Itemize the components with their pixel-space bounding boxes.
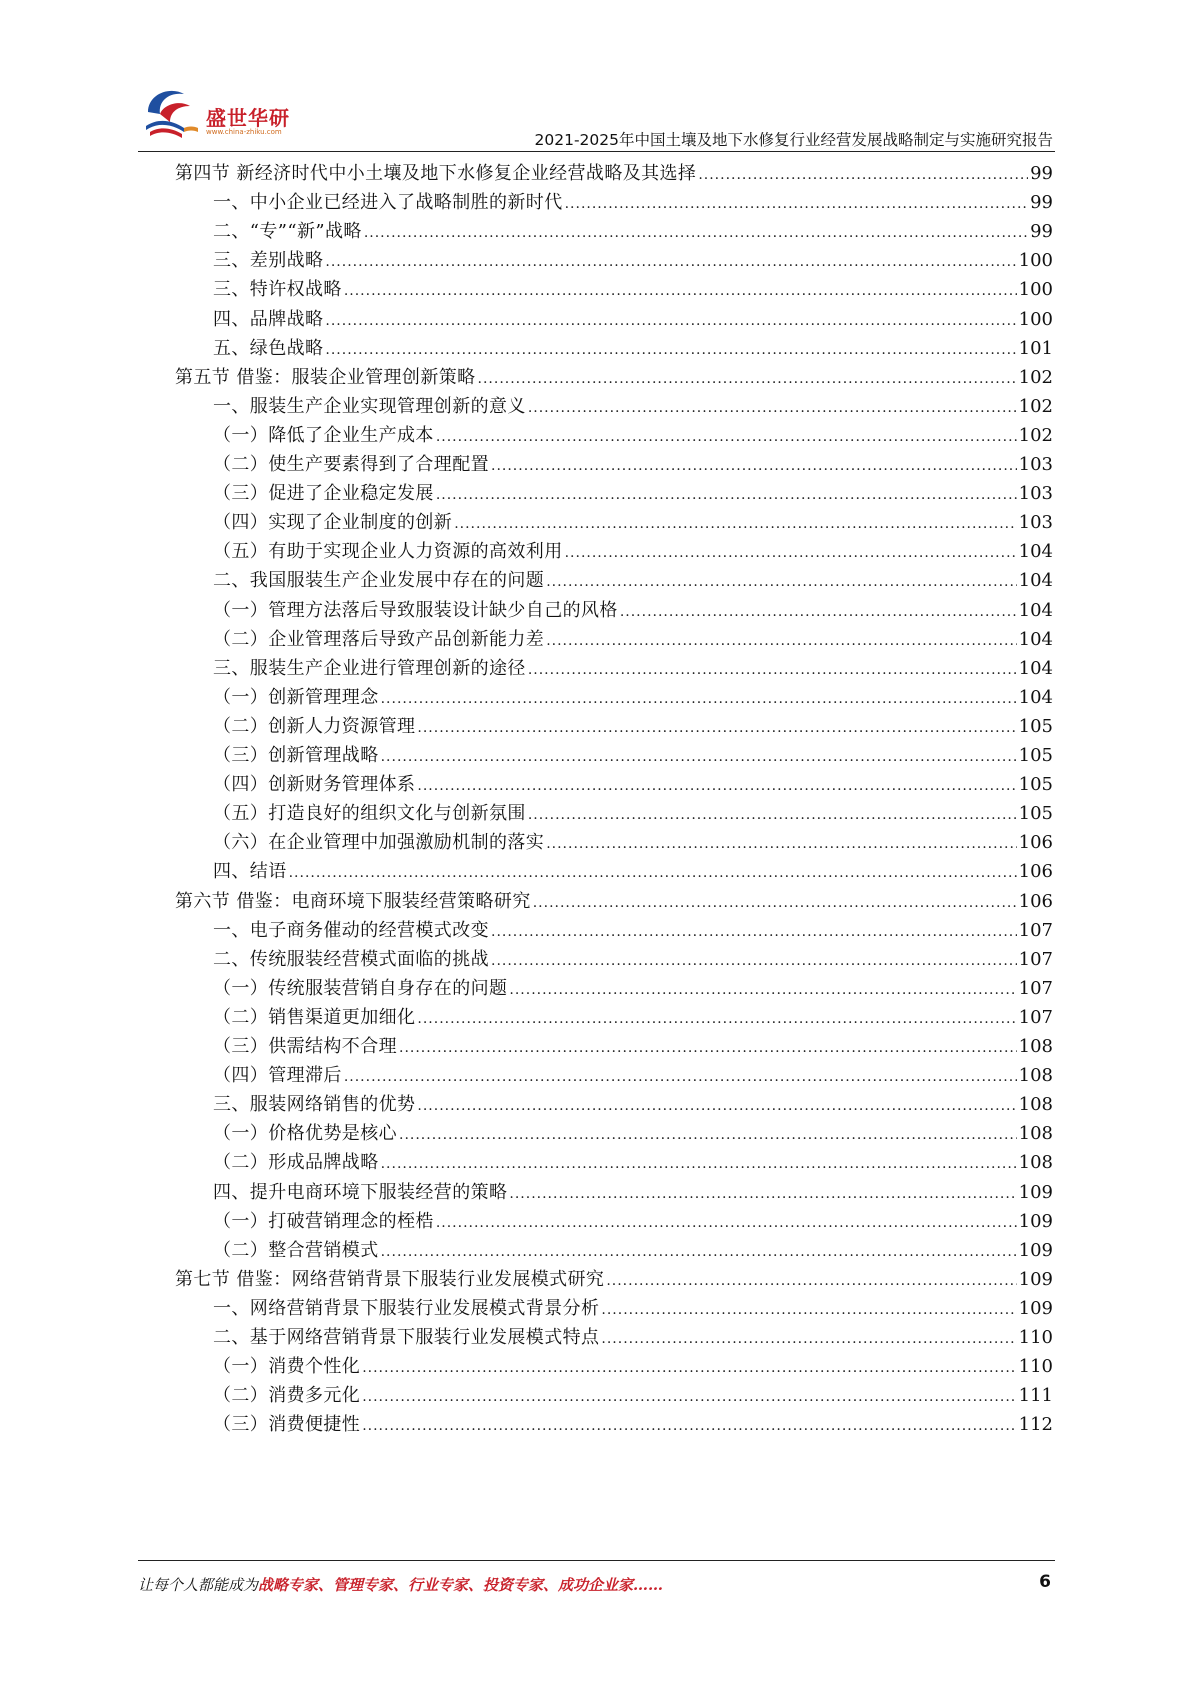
toc-entry-label: （六）在企业管理中加强激励机制的落实 — [213, 832, 545, 854]
toc-entry[interactable] — [213, 827, 1053, 858]
toc-entry[interactable] — [213, 1002, 1053, 1033]
toc-entry[interactable] — [213, 449, 1053, 480]
toc-entry-label: （一）降低了企业生产成本 — [213, 424, 434, 446]
toc-entry-label: 二、“专”“新”战略 — [213, 221, 362, 243]
toc-entry-label: 四、提升电商环境下服装经营的策略 — [213, 1181, 508, 1203]
toc-entry[interactable] — [213, 565, 1053, 596]
toc-entry-label: 四、结语 — [213, 861, 287, 883]
toc-entry-page: 103 — [1018, 512, 1053, 534]
toc-entry-page: 105 — [1018, 715, 1053, 737]
toc-dot-leader — [417, 1002, 1016, 1033]
toc-entry-page: 110 — [1018, 1356, 1053, 1378]
toc-entry-page: 100 — [1018, 250, 1053, 272]
toc-entry-label: 三、服装生产企业进行管理创新的途径 — [213, 657, 526, 679]
toc-entry[interactable] — [213, 1089, 1053, 1120]
toc-entry-page: 102 — [1018, 366, 1053, 388]
toc-entry-label: 五、绿色战略 — [213, 337, 324, 359]
toc-entry[interactable] — [213, 187, 1053, 218]
toc-entry[interactable] — [213, 391, 1053, 422]
toc-entry-label: 三、差别战略 — [213, 250, 324, 272]
toc-dot-leader — [478, 362, 1017, 393]
toc-entry-label: 第六节 借鉴：电商环境下服装经营策略研究 — [175, 890, 531, 912]
toc-entry-page: 104 — [1018, 570, 1053, 592]
toc-entry[interactable] — [175, 158, 1053, 189]
toc-dot-leader — [362, 1351, 1016, 1382]
toc-entry-page: 107 — [1018, 1006, 1053, 1028]
toc-entry[interactable] — [213, 1380, 1053, 1411]
toc-dot-leader — [606, 1264, 1016, 1295]
toc-entry[interactable] — [213, 1177, 1053, 1208]
toc-entry-label: 第五节 借鉴：服装企业管理创新策略 — [175, 366, 476, 388]
toc-entry[interactable] — [213, 1235, 1053, 1266]
toc-entry[interactable] — [213, 1351, 1053, 1382]
toc-entry-label: （一）传统服装营销自身存在的问题 — [213, 977, 508, 999]
toc-entry-label: （五）有助于实现企业人力资源的高效利用 — [213, 541, 563, 563]
toc-entry[interactable] — [213, 333, 1053, 364]
toc-entry-page: 105 — [1018, 803, 1053, 825]
toc-entry-page: 104 — [1018, 657, 1053, 679]
toc-entry-page: 107 — [1018, 919, 1053, 941]
toc-entry-page: 103 — [1018, 483, 1053, 505]
toc-dot-leader — [381, 682, 1017, 713]
toc-entry-label: （一）创新管理理念 — [213, 686, 379, 708]
toc-entry-page: 108 — [1018, 1152, 1053, 1174]
report-title: 2021-2025年中国土壤及地下水修复行业经营发展战略制定与实施研究报告 — [534, 131, 1053, 149]
toc-entry-page: 99 — [1030, 163, 1053, 184]
toc-entry-page: 103 — [1018, 454, 1053, 475]
toc-dot-leader — [565, 187, 1028, 218]
toc-entry-label: 二、基于网络营销背景下服装行业发展模式特点 — [213, 1327, 600, 1348]
toc-entry[interactable] — [213, 624, 1053, 655]
toc-entry-label: （二）销售渠道更加细化 — [213, 1006, 416, 1028]
toc-entry-label: 第四节 新经济时代中小土壤及地下水修复企业经营战略及其选择 — [175, 163, 697, 184]
toc-entry-label: （三）消费便捷性 — [213, 1414, 361, 1436]
toc-entry-page: 111 — [1018, 1385, 1053, 1407]
slogan-prefix: 让每个人都能成为 — [138, 1576, 259, 1594]
toc-dot-leader — [698, 158, 1028, 189]
toc-entry[interactable] — [213, 304, 1053, 335]
toc-entry-page: 109 — [1018, 1210, 1053, 1232]
toc-entry[interactable] — [213, 653, 1053, 684]
toc-entry-label: （二）整合营销模式 — [213, 1239, 379, 1261]
toc-dot-leader — [325, 245, 1016, 276]
toc-entry[interactable] — [213, 915, 1053, 946]
toc-entry[interactable] — [213, 1118, 1053, 1149]
toc-entry[interactable] — [213, 274, 1053, 305]
page-header — [0, 0, 1191, 155]
toc-dot-leader — [344, 1060, 1017, 1091]
toc-dot-leader — [362, 1380, 1016, 1411]
toc-entry[interactable] — [213, 798, 1053, 829]
toc-entry-page: 105 — [1018, 745, 1053, 766]
toc-entry-page: 110 — [1018, 1327, 1053, 1348]
toc-dot-leader — [491, 449, 1017, 480]
toc-entry-page: 109 — [1018, 1297, 1053, 1319]
toc-entry-label: （一）管理方法落后导致服装设计缺少自己的风格 — [213, 599, 618, 621]
toc-entry-page: 106 — [1018, 890, 1053, 912]
toc-dot-leader — [509, 1177, 1016, 1208]
toc-entry-label: （二）形成品牌战略 — [213, 1152, 379, 1174]
toc-entry[interactable] — [213, 711, 1053, 742]
toc-entry-label: （三）促进了企业稳定发展 — [213, 483, 434, 505]
toc-entry-label: 二、传统服装经营模式面临的挑战 — [213, 948, 489, 970]
toc-entry-page: 108 — [1018, 1094, 1053, 1116]
toc-entry-page: 108 — [1018, 1065, 1053, 1087]
toc-entry-label: （一）价格优势是核心 — [213, 1123, 397, 1145]
toc-entry-page: 106 — [1018, 832, 1053, 854]
toc-entry-page: 104 — [1018, 541, 1053, 563]
toc-dot-leader — [509, 973, 1016, 1004]
toc-entry-label: （一）打破营销理念的桎梏 — [213, 1210, 434, 1232]
toc-dot-leader — [601, 1293, 1016, 1324]
toc-dot-leader — [289, 856, 1017, 887]
slogan-highlight: 战略专家、管理专家、行业专家、投资专家、成功企业家…… — [258, 1576, 664, 1594]
toc-entry[interactable] — [213, 944, 1053, 975]
toc-entry-label: 二、我国服装生产企业发展中存在的问题 — [213, 570, 545, 592]
toc-entry-page: 112 — [1018, 1414, 1053, 1436]
toc-dot-leader — [417, 1089, 1016, 1120]
toc-dot-leader — [546, 827, 1016, 858]
toc-dot-leader — [436, 1206, 1017, 1237]
toc-entry[interactable] — [175, 1264, 1053, 1295]
brand-url: www.china-zhiku.com — [206, 128, 282, 136]
toc-dot-leader — [399, 1031, 1017, 1062]
toc-entry[interactable] — [213, 682, 1053, 713]
toc-entry[interactable] — [175, 362, 1053, 393]
footer-slogan — [138, 1574, 663, 1595]
toc-entry-label: 一、服装生产企业实现管理创新的意义 — [213, 395, 526, 417]
toc-entry-label: （四）实现了企业制度的创新 — [213, 512, 453, 534]
company-logo — [140, 82, 310, 144]
toc-dot-leader — [546, 565, 1016, 596]
toc-dot-leader — [364, 216, 1028, 247]
toc-dot-leader — [325, 333, 1016, 364]
toc-entry-label: 第七节 借鉴：网络营销背景下服装行业发展模式研究 — [175, 1268, 605, 1290]
toc-entry[interactable] — [213, 1147, 1053, 1178]
toc-dot-leader — [533, 886, 1017, 917]
toc-entry-page: 100 — [1018, 308, 1053, 330]
toc-entry-label: （四）创新财务管理体系 — [213, 774, 416, 796]
toc-dot-leader — [491, 944, 1017, 975]
toc-dot-leader — [362, 1409, 1016, 1440]
toc-entry-label: （四）管理滞后 — [213, 1065, 342, 1087]
toc-entry-label: （三）创新管理战略 — [213, 745, 379, 766]
toc-entry-label: （一）消费个性化 — [213, 1356, 361, 1378]
toc-entry[interactable] — [213, 1293, 1053, 1324]
toc-entry-page: 108 — [1018, 1123, 1053, 1145]
toc-dot-leader — [491, 915, 1017, 946]
toc-entry[interactable] — [213, 740, 1053, 771]
toc-entry-page: 107 — [1018, 948, 1053, 970]
toc-entry[interactable] — [213, 1409, 1053, 1440]
footer-divider — [138, 1560, 1055, 1561]
toc-entry-page: 102 — [1018, 424, 1053, 446]
toc-entry-label: 一、网络营销背景下服装行业发展模式背景分析 — [213, 1297, 600, 1319]
toc-entry[interactable] — [213, 245, 1053, 276]
toc-dot-leader — [620, 595, 1017, 626]
toc-dot-leader — [601, 1322, 1016, 1353]
toc-entry[interactable] — [213, 856, 1053, 887]
toc-entry-page: 100 — [1018, 279, 1053, 301]
toc-entry-label: 四、品牌战略 — [213, 308, 324, 330]
toc-dot-leader — [546, 624, 1016, 655]
toc-dot-leader — [344, 274, 1017, 305]
toc-entry[interactable] — [213, 216, 1053, 247]
toc-entry-page: 104 — [1018, 686, 1053, 708]
header-divider — [138, 151, 1055, 152]
logo-emblem-icon — [140, 82, 202, 144]
toc-entry-page: 108 — [1018, 1036, 1053, 1057]
toc-dot-leader — [454, 507, 1016, 538]
toc-entry[interactable] — [213, 420, 1053, 451]
toc-dot-leader — [436, 420, 1017, 451]
toc-entry-label: （二）创新人力资源管理 — [213, 715, 416, 737]
toc-entry-page: 105 — [1018, 774, 1053, 796]
toc-entry-label: 三、特许权战略 — [213, 279, 342, 301]
toc-entry-page: 106 — [1018, 861, 1053, 883]
page-number: 6 — [1039, 1572, 1051, 1592]
toc-entry-label: （五）打造良好的组织文化与创新氛围 — [213, 803, 526, 825]
toc-entry[interactable] — [213, 595, 1053, 626]
toc-entry-page: 109 — [1018, 1268, 1053, 1290]
toc-dot-leader — [528, 798, 1017, 829]
toc-dot-leader — [417, 769, 1016, 800]
toc-entry-page: 109 — [1018, 1181, 1053, 1203]
toc-entry-page: 109 — [1018, 1239, 1053, 1261]
toc-entry-page: 101 — [1018, 337, 1053, 359]
toc-dot-leader — [325, 304, 1016, 335]
toc-entry-page: 107 — [1018, 977, 1053, 999]
toc-dot-leader — [381, 740, 1017, 771]
toc-entry-label: （三）供需结构不合理 — [213, 1036, 397, 1057]
toc-entry[interactable] — [213, 769, 1053, 800]
toc-dot-leader — [528, 653, 1017, 684]
toc-entry-label: 一、电子商务催动的经营模式改变 — [213, 919, 489, 941]
toc-dot-leader — [436, 478, 1017, 509]
toc-dot-leader — [565, 536, 1017, 567]
toc-entry[interactable] — [213, 478, 1053, 509]
toc-dot-leader — [528, 391, 1017, 422]
toc-entry[interactable] — [213, 507, 1053, 538]
toc-entry[interactable] — [175, 886, 1053, 917]
toc-entry[interactable] — [213, 973, 1053, 1004]
toc-entry[interactable] — [213, 1031, 1053, 1062]
toc-entry-page: 99 — [1030, 221, 1053, 243]
toc-entry[interactable] — [213, 536, 1053, 567]
toc-entry-label: 一、中小企业已经进入了战略制胜的新时代 — [213, 192, 563, 214]
toc-entry-page: 104 — [1018, 628, 1053, 650]
toc-entry[interactable] — [213, 1060, 1053, 1091]
toc-entry-page: 99 — [1030, 192, 1053, 214]
toc-dot-leader — [417, 711, 1016, 742]
toc-dot-leader — [399, 1118, 1017, 1149]
toc-entry-label: （二）消费多元化 — [213, 1385, 361, 1407]
toc-dot-leader — [381, 1235, 1017, 1266]
toc-entry-label: （二）使生产要素得到了合理配置 — [213, 454, 489, 475]
toc-dot-leader — [381, 1147, 1017, 1178]
toc-entry[interactable] — [213, 1206, 1053, 1237]
toc-entry-page: 104 — [1018, 599, 1053, 621]
toc-entry[interactable] — [213, 1322, 1053, 1353]
toc-entry-page: 102 — [1018, 395, 1053, 417]
toc-entry-label: （二）企业管理落后导致产品创新能力差 — [213, 628, 545, 650]
brand-name: 盛世华研 — [206, 106, 290, 130]
toc-entry-label: 三、服装网络销售的优势 — [213, 1094, 416, 1116]
